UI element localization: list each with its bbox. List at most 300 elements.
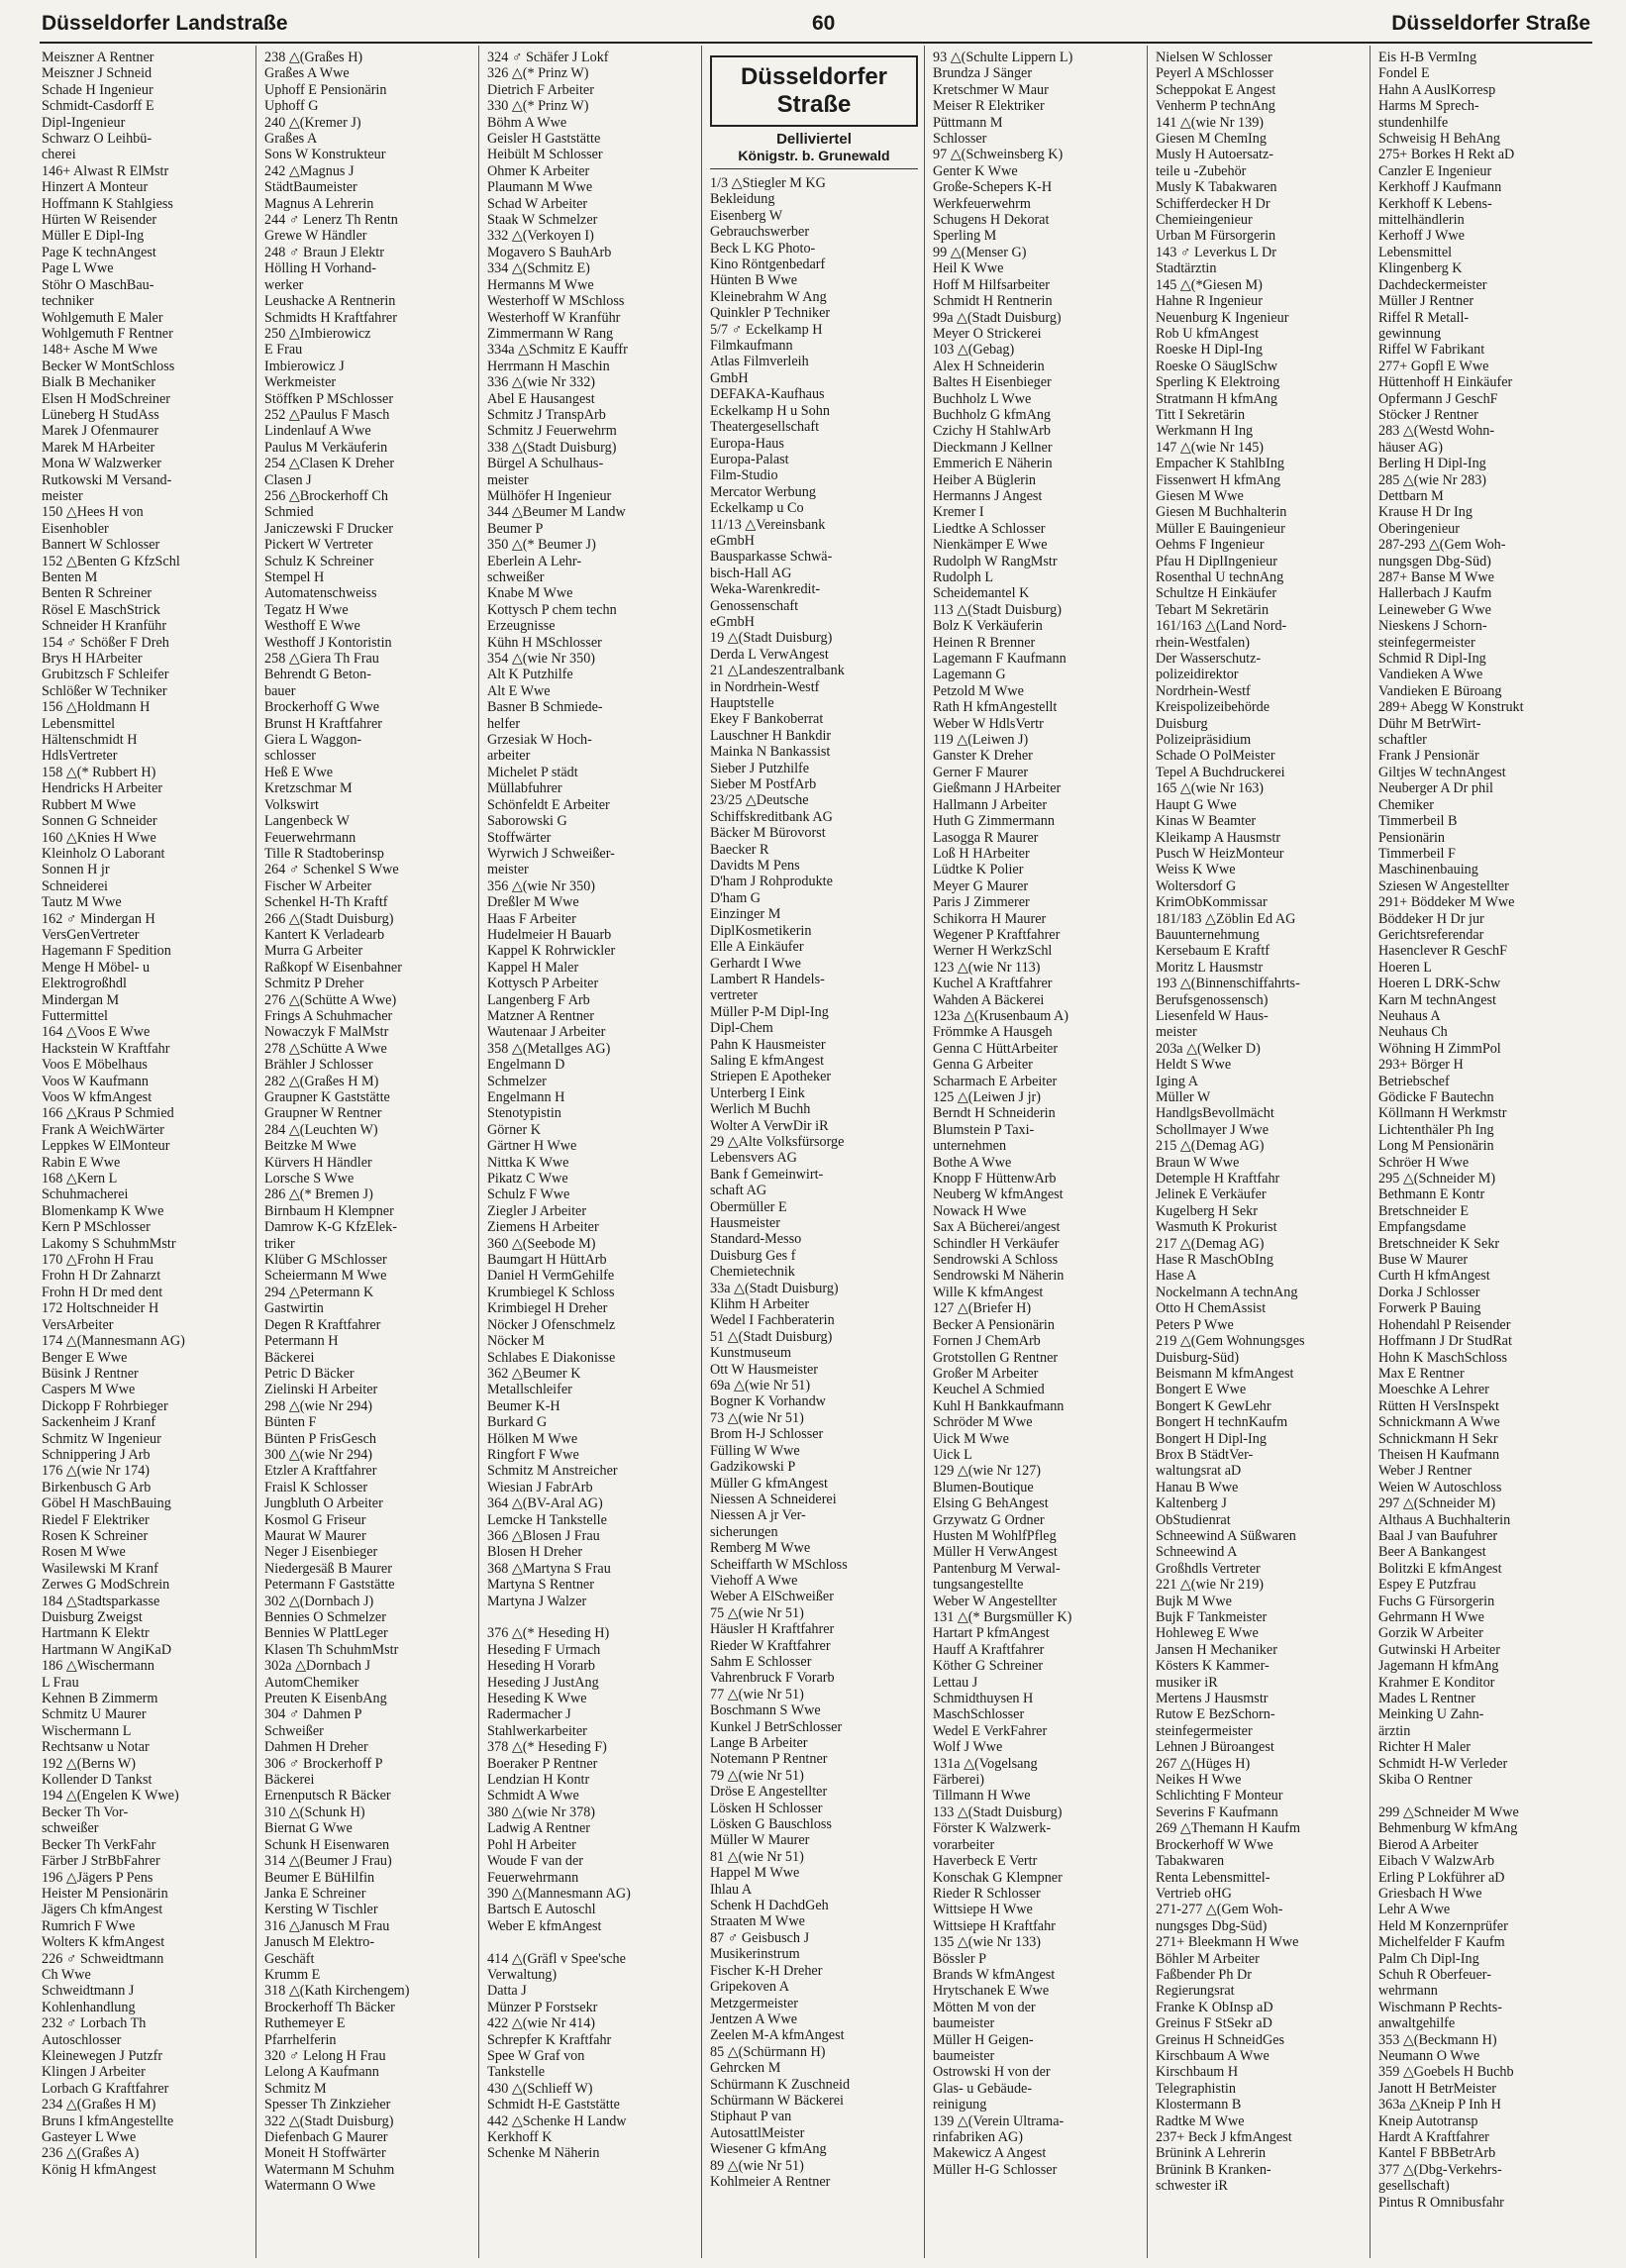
directory-entry: Hältenschmidt H (42, 732, 138, 749)
directory-entry: Krause H Dr Ing (1378, 504, 1473, 521)
directory-entry: 89 △(wie Nr 51) (710, 2157, 804, 2174)
directory-entry: Schürmann W Bäckerei (710, 2092, 845, 2109)
directory-entry: Musly K Tabakwaren (1156, 179, 1277, 196)
directory-entry: Weber W Angestellter (933, 1593, 1058, 1609)
directory-entry: 181/183 △Zöblin Ed AG (1156, 910, 1296, 927)
directory-entry: Hoeren L (1378, 959, 1432, 976)
directory-entry: Hauptstelle (710, 695, 774, 711)
directory-entry: Vandieken E Büroang (1378, 682, 1502, 699)
directory-entry: Peters P Wwe (1156, 1316, 1234, 1333)
directory-entry: Wolter A VerwDir iR (710, 1117, 829, 1134)
directory-entry: Eibach V WalzwArb (1378, 1853, 1495, 1870)
directory-entry: Davidts M Pens (710, 858, 800, 875)
directory-entry: Heseding H Vorarb (487, 1658, 596, 1675)
directory-entry: Forwerk P Bauing (1378, 1300, 1481, 1317)
directory-entry: Hinzert A Monteur (42, 179, 149, 196)
directory-entry: Wedel E VerkFahrer (933, 1722, 1048, 1739)
directory-entry: Schmitz W Ingenieur (42, 1430, 161, 1447)
directory-entry: Mindergan M (42, 991, 120, 1008)
directory-entry: Bennies W PlattLeger (264, 1625, 388, 1642)
directory-entry: 377 △(Dbg-Verkehrs- (1378, 2161, 1502, 2178)
directory-entry: Theatergesellschaft (710, 419, 820, 436)
directory-entry (1378, 1788, 1586, 1804)
directory-entry: Heinen R Brenner (933, 634, 1036, 651)
directory-entry: MaschSchlosser (933, 1706, 1025, 1723)
directory-entry: Frank J Pensionär (1378, 748, 1479, 765)
directory-entry: Rechtsanw u Notar (42, 1739, 150, 1756)
directory-entry: Tabakwaren (1156, 1853, 1225, 1870)
directory-entry: Harms M Sprech- (1378, 98, 1479, 115)
directory-entry: Vertrieb oHG (1156, 1885, 1232, 1902)
directory-entry: Kollender D Tankst (42, 1772, 152, 1789)
directory-entry: 150 △Hees H von (42, 504, 144, 521)
directory-entry: Schmitz M (264, 2080, 327, 2097)
directory-entry: Timmerbeil B (1378, 813, 1458, 830)
directory-entry: Sonnen G Schneider (42, 813, 157, 830)
directory-entry: 332 △(Verkoyen I) (487, 228, 594, 245)
directory-entry: Fischer W Arbeiter (264, 877, 372, 894)
directory-entry: Nielsen W Schlosser (1156, 50, 1272, 65)
directory-entry: Heseding F Urmach (487, 1641, 601, 1658)
directory-entry: Sahm E Schlosser (710, 1653, 812, 1670)
directory-entry: Meyer G Maurer (933, 877, 1029, 894)
directory-entry: Kerkhoff K Lebens- (1378, 195, 1492, 212)
directory-entry: 99 △(Menser G) (933, 244, 1027, 260)
directory-entry: arbeiter (487, 748, 531, 765)
directory-entry: Gorzik W Arbeiter (1378, 1625, 1483, 1642)
directory-entry: 271+ Bleekmann H Wwe (1156, 1934, 1299, 1951)
directory-entry: Hartmann K Elektr (42, 1625, 150, 1642)
directory-entry: Kuchel A Kraftfahrer (933, 976, 1053, 992)
directory-entry: Nordrhein-Westf (1156, 682, 1251, 699)
directory-entry: 336 △(wie Nr 332) (487, 374, 596, 391)
directory-entry: Ladwig A Rentner (487, 1820, 591, 1837)
directory-entry: Dachdeckermeister (1378, 276, 1487, 293)
directory-entry: Schnickmann H Sekr (1378, 1430, 1498, 1447)
directory-entry: schweißer (487, 569, 545, 585)
directory-entry: Neuberg W kfmAngest (933, 1186, 1064, 1203)
directory-entry: Schmidt H-E Gaststätte (487, 2097, 620, 2113)
directory-entry: Bausparkasse Schwä- (710, 549, 833, 566)
directory-entry: Schulz F Wwe (487, 1186, 570, 1203)
directory-entry: 256 △Brockerhoff Ch (264, 487, 388, 504)
directory-entry: Becker Th Vor- (42, 1804, 129, 1820)
directory-entry: 164 △Voos E Wwe (42, 1024, 151, 1041)
directory-columns (40, 46, 1592, 2258)
directory-entry: Fissenwert H kfmAng (1156, 471, 1281, 488)
directory-entry: 226 ♂ Schweidtmann (42, 1950, 164, 1967)
directory-entry: Schweißer (264, 1722, 324, 1739)
directory-entry: Leineweber G Wwe (1378, 601, 1491, 618)
directory-entry: 131 △(* Burgsmüller K) (933, 1609, 1072, 1625)
directory-entry: Musikerinstrum (710, 1946, 800, 1963)
directory-entry: Stahlwerkarbeiter (487, 1722, 587, 1739)
directory-entry: Liesenfeld W Haus- (1156, 1007, 1269, 1024)
directory-entry: 29 △Alte Volksfürsorge (710, 1133, 845, 1150)
directory-entry: 344 △Beumer M Landw (487, 504, 626, 521)
directory-entry: Feuerwehrmann (264, 829, 356, 846)
directory-entry: Dettbarn M (1378, 487, 1444, 504)
directory-entry: 184 △Stadtsparkasse (42, 1593, 160, 1609)
directory-entry: Nöcker J Ofenschmelz (487, 1316, 616, 1333)
directory-entry: 232 ♂ Lorbach Th (42, 2015, 147, 2032)
directory-entry: 165 △(wie Nr 163) (1156, 780, 1265, 797)
directory-entry: Duisburg Zweigst (42, 1609, 143, 1625)
directory-entry: Voos W kfmAngest (42, 1089, 152, 1105)
directory-entry: Dahmen H Dreher (264, 1739, 368, 1756)
directory-entry: Benten R Schreiner (42, 585, 152, 602)
directory-entry: Wille K kfmAngest (933, 1284, 1044, 1300)
directory-entry: Schönfeldt E Arbeiter (487, 796, 610, 813)
directory-entry: Sendrowski A Schloss (933, 1252, 1059, 1269)
directory-entry: Meiser R Elektriker (933, 98, 1045, 115)
directory-entry: Klingenberg K (1378, 260, 1463, 277)
directory-entry: Rubbert M Wwe (42, 796, 137, 813)
directory-entry: Berufsgenossensch) (1156, 991, 1269, 1008)
directory-entry: Blomenkamp K Wwe (42, 1202, 164, 1219)
directory-entry: Kappel K Rohrwickler (487, 943, 616, 960)
directory-entry: Scheppokat E Angest (1156, 81, 1276, 98)
directory-entry: Scheiffarth W MSchloss (710, 1556, 848, 1573)
directory-entry: Dieckmann J Kellner (933, 439, 1053, 456)
directory-entry: Matzner A Rentner (487, 1007, 594, 1024)
directory-entry: Brockerhoff Th Bäcker (264, 1999, 395, 2015)
directory-entry: Kerkhoff K (487, 2129, 553, 2145)
directory-entry: Kirschbaum H (1156, 2064, 1239, 2081)
directory-entry: Brünink A Lehrerin (1156, 2145, 1267, 2162)
directory-entry: Schmidthuysen H (933, 1691, 1034, 1707)
directory-entry: Max E Rentner (1378, 1365, 1465, 1382)
directory-entry: Hauff A Kraftfahrer (933, 1641, 1045, 1658)
directory-entry: Althaus A Buchhalterin (1378, 1511, 1511, 1528)
directory-entry: DiplKosmetikerin (710, 922, 812, 939)
directory-entry: Zielinski H Arbeiter (264, 1382, 378, 1398)
directory-entry: Page K technAngest (42, 244, 156, 260)
directory-entry: Schenkel H-Th Kraftf (264, 894, 388, 911)
directory-entry: Schmied (264, 504, 314, 521)
directory-entry: Schade H Ingenieur (42, 81, 153, 98)
directory-entry: 125 △(Leiwen J jr) (933, 1089, 1042, 1105)
directory-entry: Hahn A AuslKorresp (1378, 81, 1496, 98)
directory-entry: Schade O PolMeister (1156, 748, 1275, 765)
directory-entry: Schollmayer J Wwe (1156, 1121, 1269, 1138)
directory-entry: Bäcker M Bürovorst (710, 825, 826, 842)
directory-entry: Baumgart H HüttArb (487, 1252, 607, 1269)
directory-entry: Rudolph L (933, 569, 994, 585)
directory-entry: Schad W Arbeiter (487, 195, 588, 212)
directory-entry: Kohlenhandlung (42, 1999, 136, 2015)
directory-entry: Roeske H Dipl-Ing (1156, 342, 1263, 359)
directory-entry: Brom H-J Schlosser (710, 1426, 824, 1443)
directory-entry: Woltersdorf G (1156, 877, 1237, 894)
directory-entry: Genna G Arbeiter (933, 1057, 1033, 1074)
directory-entry: Caspers M Wwe (42, 1382, 136, 1398)
directory-entry: Bierod A Arbeiter (1378, 1836, 1478, 1853)
directory-entry: Rob U kfmAngest (1156, 325, 1260, 342)
directory-entry: Kehnen B Zimmerm (42, 1691, 158, 1707)
directory-entry: 5/7 ♂ Eckelkamp H (710, 321, 823, 338)
directory-entry: Sax A Bücherei/angest (933, 1219, 1061, 1236)
directory-entry: 129 △(wie Nr 127) (933, 1463, 1042, 1480)
directory-entry: Hanau B Wwe (1156, 1479, 1239, 1495)
directory-entry: Gebrauchswerber (710, 224, 810, 241)
directory-entry: Schmitz P Dreher (264, 976, 364, 992)
directory-entry: Dietrich F Arbeiter (487, 81, 594, 98)
directory-entry: steinfegermeister (1378, 634, 1475, 651)
directory-entry: Czichy H StahlwArb (933, 423, 1052, 440)
directory-entry: Becker Th VerkFahr (42, 1836, 156, 1853)
directory-entry: steinfegermeister (1156, 1722, 1253, 1739)
directory-entry: Schunk H Eisenwaren (264, 1836, 390, 1853)
directory-entry: Urban M Fürsorgerin (1156, 228, 1276, 245)
directory-entry: Otto H ChemAssist (1156, 1300, 1267, 1317)
directory-entry: Böhm A Wwe (487, 114, 567, 131)
directory-entry: Beumer K-H (487, 1397, 560, 1414)
directory-entry: 133 △(Stadt Duisburg) (933, 1804, 1063, 1820)
directory-entry: D'ham G (710, 889, 762, 906)
directory-entry: Sendrowski M Näherin (933, 1268, 1065, 1285)
directory-entry: DEFAKA-Kaufhaus (710, 386, 825, 403)
directory-entry: L Frau (42, 1674, 79, 1691)
directory-entry: Graupner K Gaststätte (264, 1089, 390, 1105)
directory-entry: E Frau (264, 342, 303, 359)
directory-entry: Schwarz O Leihbü- (42, 131, 152, 148)
directory-entry: Brox B StädtVer- (1156, 1446, 1254, 1463)
directory-entry: Alt E Wwe (487, 682, 551, 699)
directory-entry: Beismann M kfmAngest (1156, 1365, 1294, 1382)
directory-entry: Pahn K Hausmeister (710, 1036, 826, 1053)
directory-entry: Große-Schepers K-H (933, 179, 1053, 196)
directory-entry: Bolz K Verkäuferin (933, 618, 1043, 635)
directory-entry: 176 △(wie Nr 174) (42, 1463, 151, 1480)
directory-entry: Richter H Maler (1378, 1739, 1471, 1756)
directory-entry: Sziesen W Angestellter (1378, 877, 1509, 894)
directory-entry: Knopp F HüttenwArb (933, 1171, 1057, 1187)
directory-entry: Volkswirt (264, 796, 319, 813)
directory-entry: Theisen H Kaufmann (1378, 1446, 1500, 1463)
directory-entry: Martyna J Walzer (487, 1593, 587, 1609)
directory-entry: Quinkler P Techniker (710, 305, 831, 322)
directory-entry: 143 ♂ Leverkus L Dr (1156, 244, 1277, 260)
directory-entry: Engelmann D (487, 1057, 565, 1074)
directory-entry: Jansen H Mechaniker (1156, 1641, 1277, 1658)
directory-entry: Stratmann H kfmAng (1156, 390, 1277, 407)
directory-entry: schlosser (264, 748, 317, 765)
directory-entry: Kuhl H Bankkaufmann (933, 1397, 1065, 1414)
directory-entry: 158 △(* Rubbert H) (42, 764, 156, 780)
directory-entry: Europa-Palast (710, 451, 789, 467)
directory-entry: 77 △(wie Nr 51) (710, 1686, 804, 1702)
directory-entry: 99a △(Stadt Duisburg) (933, 309, 1062, 326)
directory-entry: Liedtke A Schlosser (933, 520, 1046, 537)
directory-entry: Radtke M Wwe (1156, 2113, 1245, 2129)
directory-entry (487, 1609, 695, 1625)
directory-entry: Lorbach G Kraftfahrer (42, 2080, 169, 2097)
directory-entry: Lehr A Wwe (1378, 1902, 1451, 1918)
directory-entry: Kneip Autotransp (1378, 2113, 1478, 2129)
directory-entry: 442 △Schenke H Landw (487, 2113, 627, 2129)
street-bounds: Königstr. b. Grunewald (710, 148, 918, 169)
directory-entry: Färberei) (933, 1772, 984, 1789)
directory-entry: 147 △(wie Nr 145) (1156, 439, 1265, 456)
directory-entry: Wasmuth K Prokurist (1156, 1219, 1277, 1236)
directory-entry: Hohleweg E Wwe (1156, 1625, 1259, 1642)
directory-entry: Beumer E BüHilfin (264, 1869, 375, 1886)
directory-entry: Pusch W HeizMonteur (1156, 845, 1284, 862)
directory-entry: 326 △(* Prinz W) (487, 65, 589, 82)
directory-entry: Lettau J (933, 1674, 978, 1691)
directory-entry: Gripekoven A (710, 1979, 789, 1996)
directory-entry: Lebensvers AG (710, 1150, 797, 1167)
directory-entry: Skiba O Rentner (1378, 1772, 1473, 1789)
directory-entry: Huth G Zimmermann (933, 813, 1055, 830)
directory-entry: Jelinek E Verkäufer (1156, 1186, 1267, 1203)
directory-entry: Canzler E Ingenieur (1378, 162, 1492, 179)
directory-entry: Heldt S Wwe (1156, 1057, 1232, 1074)
directory-entry: Giera L Waggon- (264, 732, 362, 749)
directory-entry: Metzgermeister (710, 1995, 799, 2011)
directory-entry: 236 △(Graßes A) (42, 2145, 140, 2162)
directory-entry: Bretschneider E (1378, 1202, 1469, 1219)
directory-entry: Schuhmacherei (42, 1186, 129, 1203)
directory-entry: 267 △(Hüges H) (1156, 1755, 1251, 1772)
directory-entry: Geisler H Gaststätte (487, 131, 601, 148)
directory-entry: Rath H kfmAngestellt (933, 699, 1058, 716)
directory-entry: 298 △(wie Nr 294) (264, 1397, 373, 1414)
directory-entry: Heseding J JustAng (487, 1674, 599, 1691)
directory-entry: Lendzian H Kontr (487, 1772, 590, 1789)
directory-entry: Hahne R Ingenieur (1156, 293, 1263, 310)
directory-entry: 276 △(Schütte A Wwe) (264, 991, 397, 1008)
directory-entry: 203a △(Welker D) (1156, 1040, 1261, 1057)
directory-entry: Wolf J Wwe (933, 1739, 1003, 1756)
directory-entry: Giesen M ChemIng (1156, 131, 1267, 148)
directory-entry: Derda L VerwAngest (710, 646, 829, 663)
directory-entry: Kino Röntgenbedarf (710, 257, 826, 273)
directory-entry: Niedergesäß B Maurer (264, 1560, 392, 1577)
directory-entry: 93 △(Schulte Lippern L) (933, 50, 1073, 65)
directory-entry: 219 △(Gem Wohnungsges (1156, 1333, 1305, 1350)
directory-entry: Imbierowicz J (264, 358, 345, 374)
directory-entry: Bujk M Wwe (1156, 1593, 1232, 1609)
directory-entry: Kottysch P chem techn (487, 601, 617, 618)
directory-entry: Lüdtke K Polier (933, 862, 1024, 878)
directory-entry: 363a △Kneip P Inh H (1378, 2097, 1501, 2113)
directory-entry: Fülling W Wwe (710, 1442, 800, 1459)
directory-entry: Schürmann K Zuschneid (710, 2076, 851, 2093)
directory-entry: Bäckerei (264, 1772, 315, 1789)
directory-entry: Raßkopf W Eisenbahner (264, 959, 402, 976)
directory-entry: Müller E Dipl-Ing (42, 228, 145, 245)
directory-entry: 289+ Abegg W Konstrukt (1378, 699, 1524, 716)
directory-entry: Schmitz M Anstreicher (487, 1463, 618, 1480)
directory-entry: Sieber J Putzhilfe (710, 760, 810, 776)
directory-entry: Watermann O Wwe (264, 2178, 376, 2195)
directory-entry: eGmbH (710, 613, 755, 630)
directory-entry: Peyerl A MSchlosser (1156, 65, 1274, 82)
directory-entry: Verwaltung) (487, 1966, 558, 1983)
directory-entry: Schneiderei (42, 877, 108, 894)
directory-entry: 194 △(Engelen K Wwe) (42, 1788, 179, 1804)
directory-entry: 334 △(Schmitz E) (487, 260, 590, 277)
directory-entry: Kaltenberg J (1156, 1495, 1227, 1512)
directory-entry: Kersting W Tischler (264, 1902, 378, 1918)
directory-entry: Konschak G Klempner (933, 1869, 1063, 1886)
directory-entry: Ringfort F Wwe (487, 1446, 579, 1463)
directory-entry: gesellschaft) (1378, 2178, 1450, 2195)
directory-entry: Lakomy S SchuhmMstr (42, 1235, 176, 1252)
directory-entry: Klostermann B (1156, 2097, 1242, 2113)
directory-entry: Mertens J Hausmstr (1156, 1691, 1269, 1707)
directory-entry: Haupt G Wwe (1156, 796, 1237, 813)
directory-entry: Wohlgemuth E Maler (42, 309, 163, 326)
directory-entry: Schröer H Wwe (1378, 1154, 1470, 1171)
directory-entry: Rabin E Wwe (42, 1154, 121, 1171)
directory-entry: 299 △Schneider M Wwe (1378, 1804, 1519, 1820)
directory-entry: Bongert H technKaufm (1156, 1414, 1288, 1431)
directory-entry: Empacher K StahlbIng (1156, 456, 1285, 472)
directory-entry: musiker iR (1156, 1674, 1218, 1691)
directory-entry: Regierungsrat (1156, 1983, 1235, 2000)
directory-entry: Palm Ch Dipl-Ing (1378, 1950, 1479, 1967)
directory-entry: Ganster K Dreher (933, 748, 1033, 765)
directory-entry: Maurat W Maurer (264, 1527, 366, 1544)
directory-entry: Loß H HArbeiter (933, 845, 1030, 862)
directory-entry: Westhoff J Kontoristin (264, 634, 392, 651)
directory-entry: schaftler (1378, 732, 1427, 749)
directory-entry: Karn M technAngest (1378, 991, 1496, 1008)
directory-entry: Pikatz C Wwe (487, 1171, 568, 1187)
directory-entry: Lange B Arbeiter (710, 1735, 808, 1751)
directory-entry: 75 △(wie Nr 51) (710, 1604, 804, 1621)
directory-entry: Heß E Wwe (264, 764, 334, 780)
directory-entry: Neumann O Wwe (1378, 2047, 1480, 2064)
directory-entry: Becker A Pensionärin (933, 1316, 1055, 1333)
directory-entry: Wedel I Fachberaterin (710, 1312, 835, 1329)
directory-entry: Uick L (933, 1446, 972, 1463)
directory-entry: Brockerhoff W Wwe (1156, 1836, 1273, 1853)
directory-entry: Opfermann J GeschF (1378, 390, 1498, 407)
directory-entry: Werkfeuerwehrm (933, 195, 1031, 212)
directory-entry: Hasenclever R GeschF (1378, 943, 1508, 960)
directory-entry: Gutwinski H Arbeiter (1378, 1641, 1500, 1658)
directory-entry: Michelet P städt (487, 764, 578, 780)
directory-entry: Ott W Hausmeister (710, 1361, 819, 1378)
directory-entry: Meyer O Strickerei (933, 325, 1042, 342)
directory-entry: Tille R Stadtoberinsp (264, 845, 384, 862)
directory-entry: Müller H VerwAngest (933, 1544, 1058, 1561)
directory-entry: Schmelzer (487, 1073, 547, 1089)
directory-entry: VersGenVertreter (42, 926, 140, 943)
directory-entry: nungsgen Dbg-Süd) (1378, 553, 1491, 569)
directory-entry: 334a △Schmitz E Kauffr (487, 342, 628, 359)
directory-entry: 320 ♂ Lelong H Frau (264, 2047, 386, 2064)
directory-entry: bauer (264, 682, 296, 699)
directory-entry: Marek M HArbeiter (42, 439, 155, 456)
directory-entry: 161/163 △(Land Nord- (1156, 618, 1287, 635)
directory-entry: ObStudienrat (1156, 1511, 1231, 1528)
directory-entry: 285 △(wie Nr 283) (1378, 471, 1487, 488)
directory-entry: 174 △(Mannesmann AG) (42, 1333, 185, 1350)
directory-entry: 353 △(Beckmann H) (1378, 2031, 1497, 2048)
directory-entry: Benger E Wwe (42, 1349, 128, 1366)
directory-entry: Jägers Ch kfmAngest (42, 1902, 163, 1918)
directory-entry: Westhoff E Wwe (264, 618, 360, 635)
directory-entry: Hagemann F Spedition (42, 943, 171, 960)
directory-entry: Remberg M Wwe (710, 1540, 811, 1557)
directory-entry: Boschmann S Wwe (710, 1702, 821, 1719)
directory-entry: 156 △Holdmann H (42, 699, 151, 716)
